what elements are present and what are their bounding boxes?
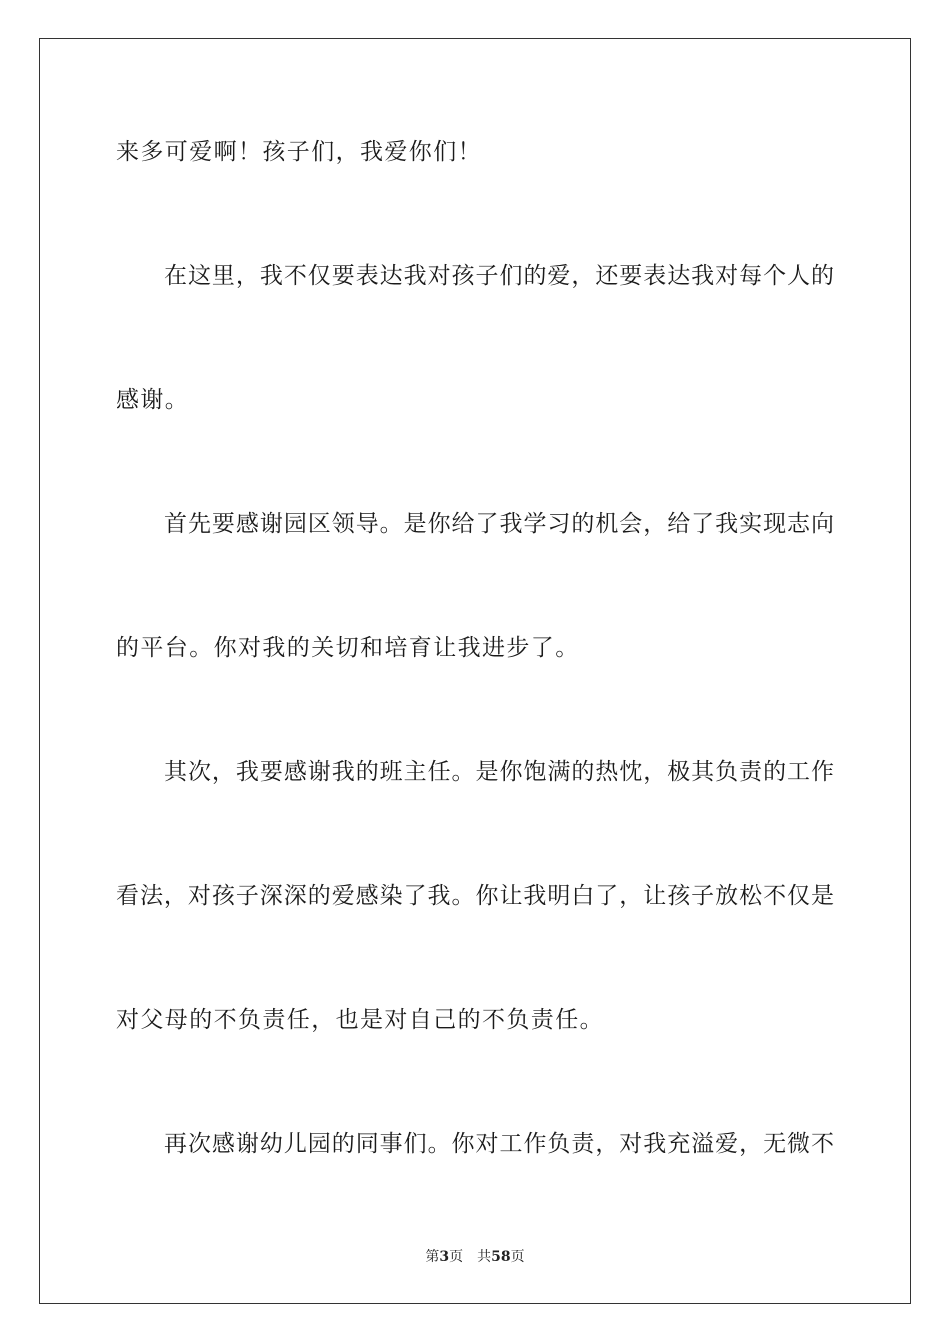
- text-line-7: 看法，对孩子深深的爱感染了我。你让我明白了，让孩子放松不仅是: [116, 883, 834, 909]
- current-page-number: 3: [439, 1249, 450, 1265]
- page-suffix: 页: [449, 1249, 464, 1265]
- page-prefix: 第: [425, 1249, 440, 1265]
- text-line-9: 再次感谢幼儿园的同事们。你对工作负责，对我充溢爱，无微不: [164, 1131, 834, 1157]
- text-line-6: 其次，我要感谢我的班主任。是你饱满的热忱，极其负责的工作: [164, 759, 834, 785]
- page-border: [39, 38, 911, 1304]
- text-line-4: 首先要感谢园区领导。是你给了我学习的机会，给了我实现志向: [164, 511, 834, 537]
- text-line-5: 的平台。你对我的关切和培育让我进步了。: [116, 635, 580, 661]
- text-line-3: 感谢。: [116, 387, 190, 413]
- page-footer: [0, 1247, 950, 1267]
- total-pages-number: 58: [491, 1249, 511, 1265]
- total-suffix: 页: [510, 1249, 525, 1265]
- text-line-1: 来多可爱啊！孩子们，我爱你们！: [116, 139, 482, 165]
- total-prefix: 共: [477, 1249, 492, 1265]
- text-line-2: 在这里，我不仅要表达我对孩子们的爱，还要表达我对每个人的: [164, 263, 834, 289]
- text-line-8: 对父母的不负责任，也是对自己的不负责任。: [116, 1007, 604, 1033]
